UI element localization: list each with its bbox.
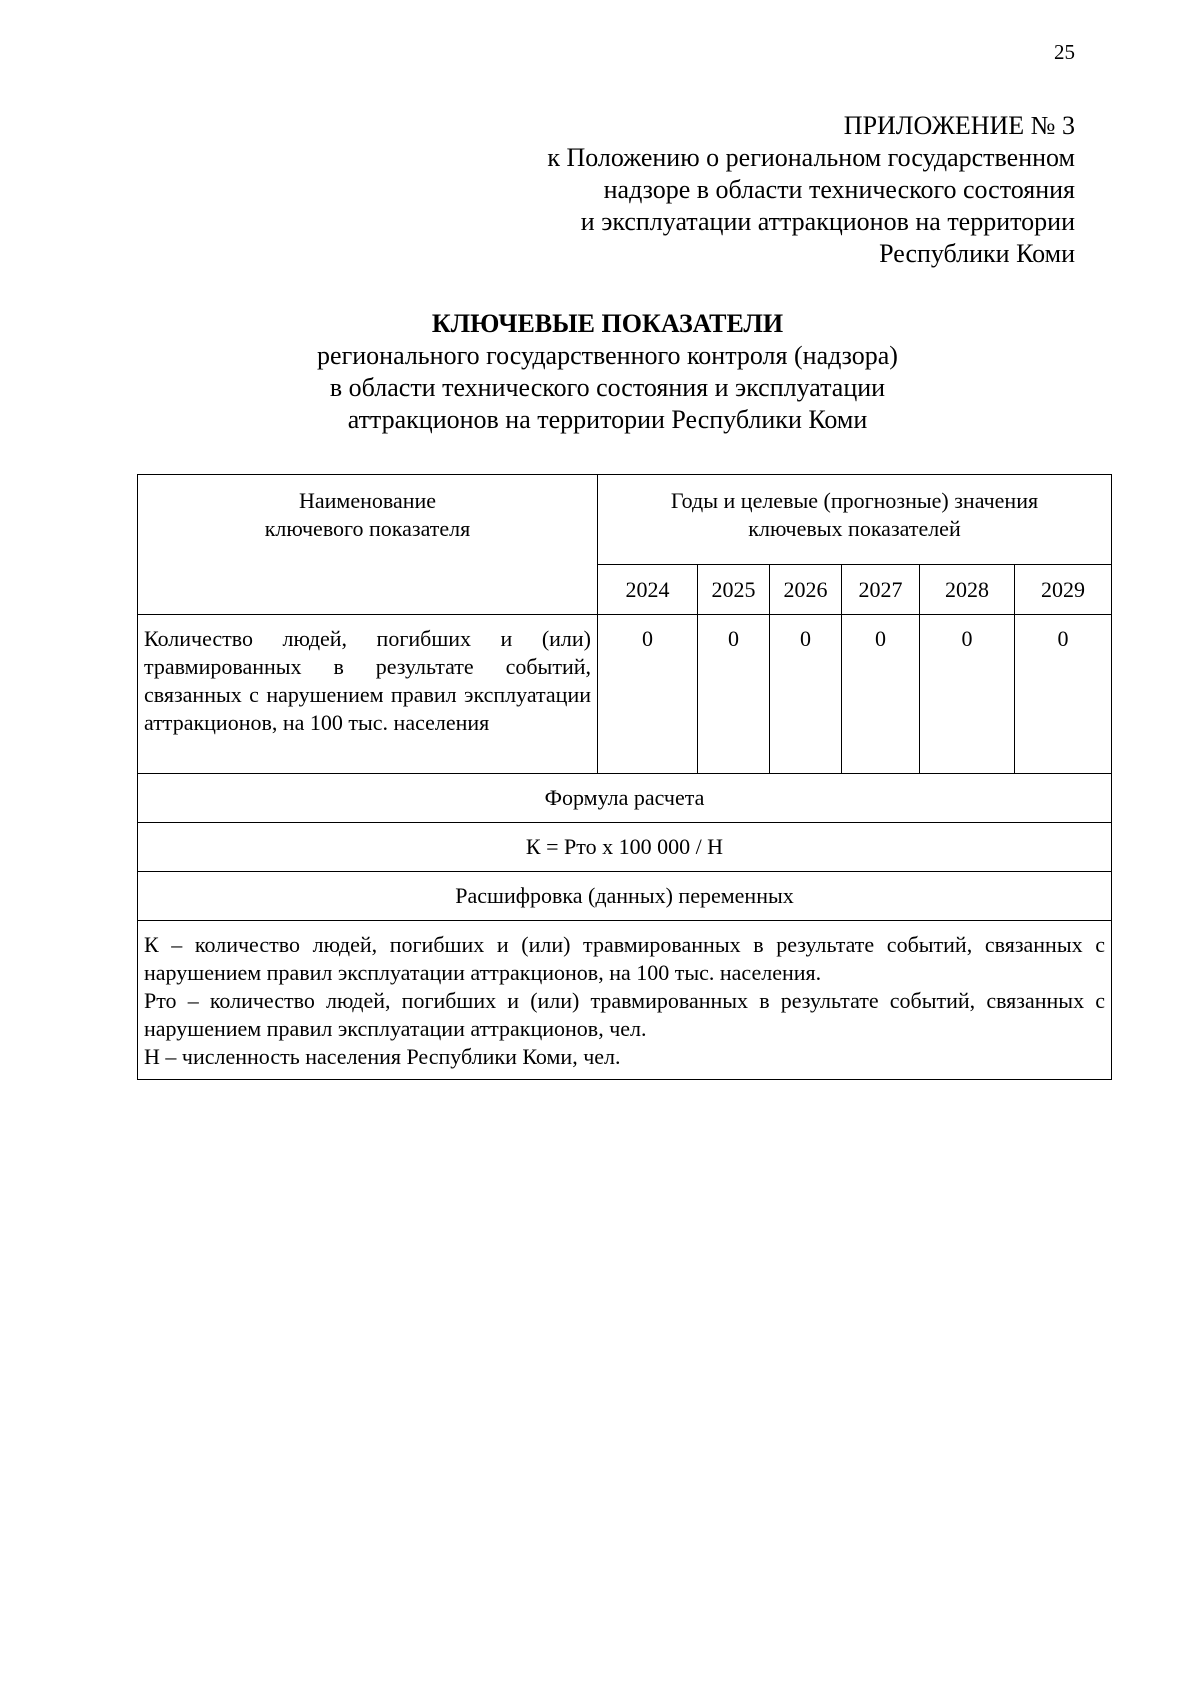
table-header-row (138, 475, 1112, 565)
value-cell: 0 (920, 615, 1015, 774)
appendix-line: Республики Коми (879, 239, 1075, 268)
value-cell: 0 (842, 615, 920, 774)
appendix-line: к Положению о региональном государственном (547, 143, 1075, 172)
year-cell: 2029 (1015, 565, 1112, 615)
formula-label-row (138, 774, 1112, 823)
decode-line: К – количество людей, погибших и (или) травмированных в результате событий, связанных с нарушением правил эксплуатации аттракционов, на 100 тыс. населения. (144, 932, 1105, 985)
indicators-table (137, 474, 1112, 1080)
decode-label: Расшифровка (данных) переменных (138, 872, 1112, 921)
heading-line: в области технического состояния и эксплуатации (329, 373, 886, 402)
heading-line: аттракционов на территории Республики Коми (347, 405, 868, 434)
header-name-line: Наименование (298, 488, 437, 513)
decode-line: Н – численность населения Республики Коми, чел. (144, 1044, 621, 1069)
appendix-line: и эксплуатации аттракционов на территории (580, 207, 1075, 236)
decode-label-row (138, 872, 1112, 921)
indicator-name: Количество людей, погибших и (или) травмированных в результате событий, связанных с нарушением правил эксплуатации аттракционов, на 100 тыс. населения (138, 615, 598, 774)
header-years-line: ключевых показателей (748, 516, 961, 541)
year-cell: 2026 (770, 565, 842, 615)
appendix-block (547, 110, 1075, 270)
value-cell: 0 (1015, 615, 1112, 774)
formula-label: Формула расчета (138, 774, 1112, 823)
decode-line: Рто – количество людей, погибших и (или) травмированных в результате событий, связанных с нарушением правил эксплуатации аттракционов, чел. (144, 988, 1105, 1041)
year-cell: 2027 (842, 565, 920, 615)
variables-decode (138, 921, 1112, 1080)
document-heading (0, 308, 1200, 436)
header-name-line: ключевого показателя (264, 516, 471, 541)
appendix-line: ПРИЛОЖЕНИЕ № 3 (843, 111, 1075, 140)
formula: К = Рто х 100 000 / Н (138, 823, 1112, 872)
value-cell: 0 (698, 615, 770, 774)
appendix-line: надзоре в области технического состояния (603, 175, 1075, 204)
document-title: КЛЮЧЕВЫЕ ПОКАЗАТЕЛИ (431, 309, 784, 338)
indicator-row (138, 615, 1112, 774)
value-cell: 0 (598, 615, 698, 774)
decode-row (138, 921, 1112, 1080)
value-cell: 0 (770, 615, 842, 774)
heading-line: регионального государственного контроля (надзора) (317, 341, 898, 370)
formula-row (138, 823, 1112, 872)
year-cell: 2024 (598, 565, 698, 615)
year-cell: 2028 (920, 565, 1015, 615)
header-indicator-name (138, 475, 598, 615)
header-years (598, 475, 1112, 565)
header-years-line: Годы и целевые (прогнозные) значения (670, 488, 1039, 513)
year-cell: 2025 (698, 565, 770, 615)
page-number: 25 (1054, 40, 1075, 64)
